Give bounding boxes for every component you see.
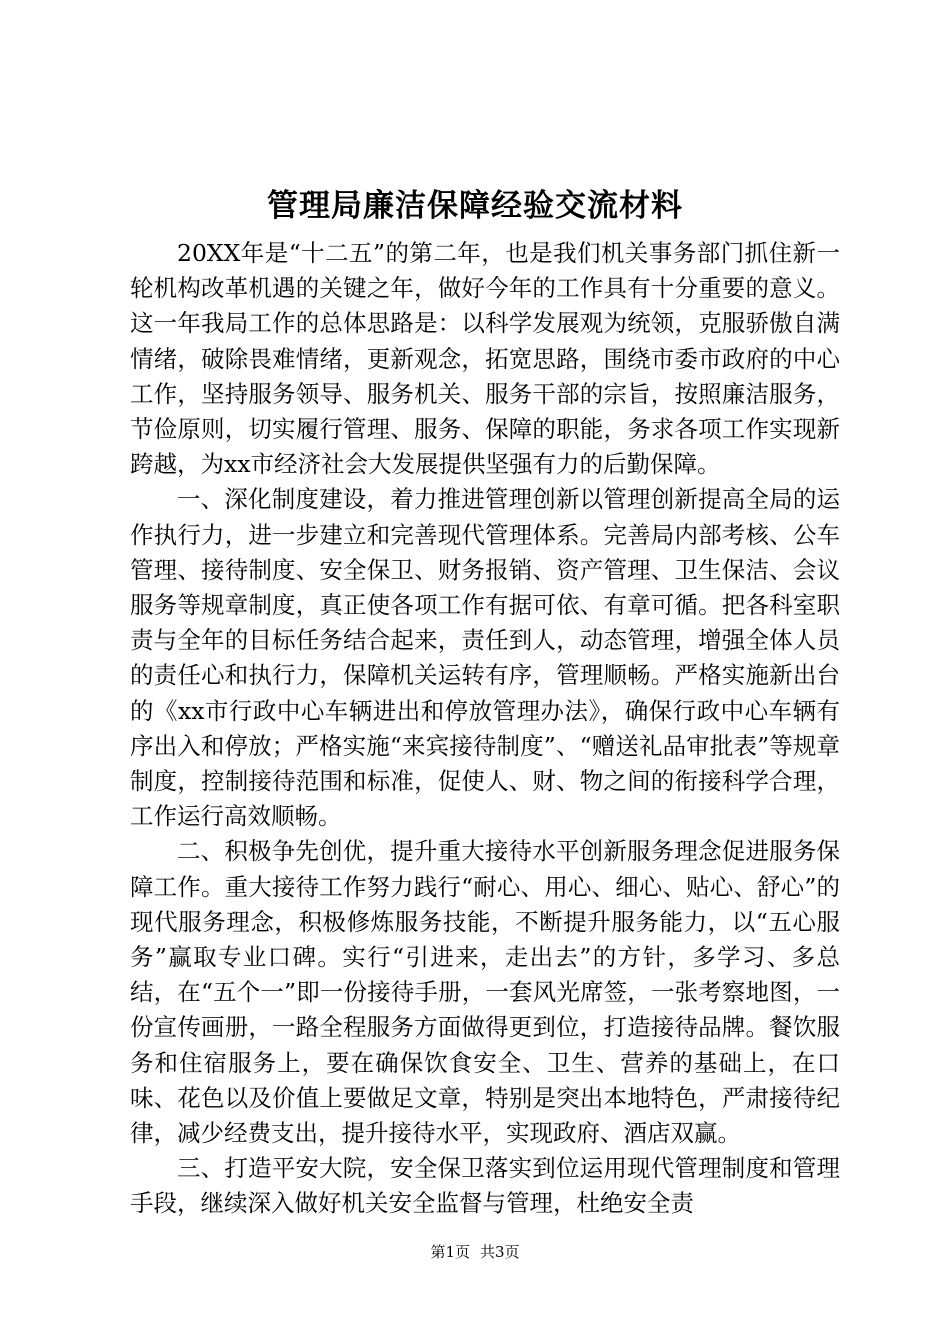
page-total: 共3页 [480, 1243, 520, 1261]
document-body [130, 236, 840, 1222]
intro-paragraph: 20XX年是“十二五”的第二年，也是我们机关事务部门抓住新一轮机构改革机遇的关键之年，做好今年的工作具有十分重要的意义。这一年我局工作的总体思路是：以科学发展观为统领，克服骄傲自满情绪，破除畏难情绪，更新观念，拓宽思路，围绕市委市政府的中心工作，坚持服务领导、服务机关、服务干部的宗旨，按照廉洁服务，节俭原则，切实履行管理、服务、保障的职能，务求各项工作实现新跨越，为xx市经济社会大发展提供坚强有力的后勤保障。 [130, 239, 840, 479]
section-three-paragraph: 三、打造平安大院，安全保卫落实到位运用现代管理制度和管理手段，继续深入做好机关安全监督与管理，杜绝安全责 [130, 1154, 840, 1218]
document-title: 管理局廉洁保障经验交流材料 [267, 188, 683, 224]
section-two-paragraph: 二、积极争先创优，提升重大接待水平创新服务理念促进服务保障工作。重大接待工作努力践行“耐心、用心、细心、贴心、舒心”的现代服务理念，积极修炼服务技能，不断提升服务能力，以“五心服务”赢取专业口碑。实行“引进来，走出去”的方针，多学习、多总结，在“五个一”即一份接待手册，一套风光席签，一张考察地图，一份宣传画册，一路全程服务方面做得更到位，打造接待品牌。餐饮服务和住宿服务上，要在确保饮食安全、卫生、营养的基础上，在口味、花色以及价值上要做足文章，特别是突出本地特色，严肃接待纪律，减少经费支出，提升接待水平，实现政府、酒店双赢。 [130, 837, 840, 1148]
section-one-paragraph: 一、深化制度建设，着力推进管理创新以管理创新提高全局的运作执行力，进一步建立和完善现代管理体系。完善局内部考核、公车管理、接待制度、安全保卫、财务报销、资产管理、卫生保洁、会议服务等规章制度，真正使各项工作有据可依、有章可循。把各科室职责与全年的目标任务结合起来，责任到人，动态管理，增强全体人员的责任心和执行力，保障机关运转有序，管理顺畅。严格实施新出台的《xx市行政中心车辆进出和停放管理办法》，确保行政中心车辆有序出入和停放；严格实施“来宾接待制度”、“赠送礼品审批表”等规章制度，控制接待范围和标准，促使人、财、物之间的衔接科学合理，工作运行高效顺畅。 [130, 485, 840, 831]
page-footer [0, 1242, 950, 1262]
page-number: 第1页 [430, 1243, 470, 1261]
